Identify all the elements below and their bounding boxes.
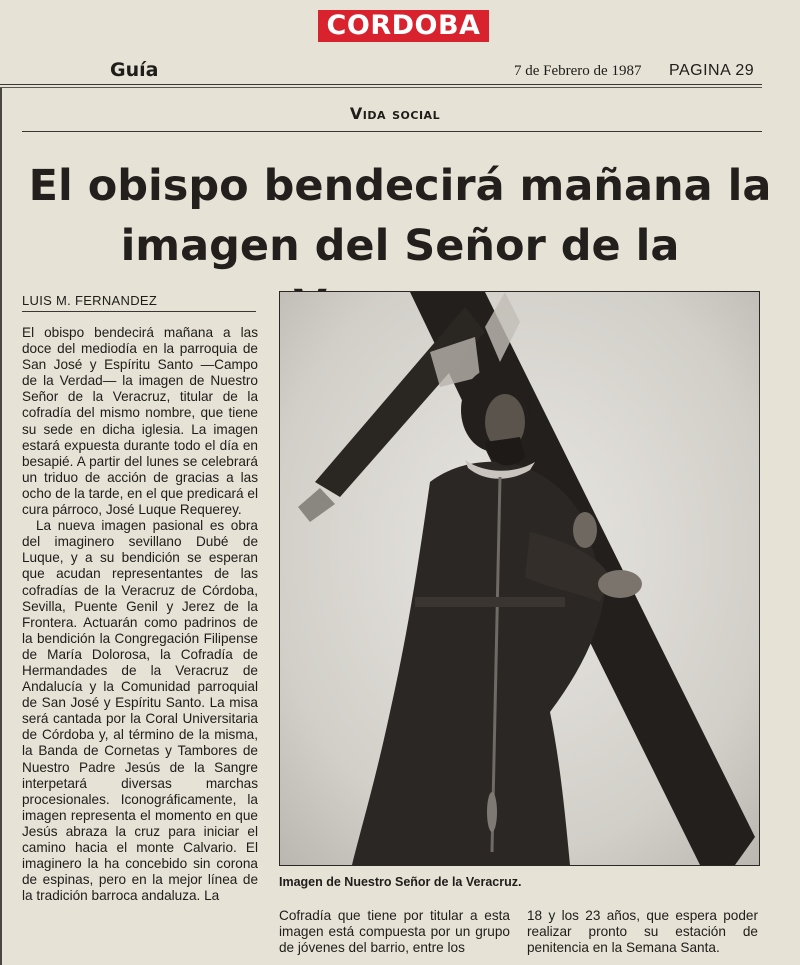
article-headline: El obispo bendecirá mañana la imagen del Señor de la xyxy=(28,161,772,271)
article-paragraph: El obispo bendecirá mañana a las doce del mediodía en la parroquia de San José y Espíritu Santo —Campo de la Verdad— la imagen de Nuestro Señor de la Veracruz, titular de la cofradía del mismo nombre, que tiene su sede en dicha iglesia. La imagen estará expuesta durante todo el día en besapié. A partir del lunes se celebrará un triduo de acción de gracias a las ocho de la tarde, en el que predicará el cura párroco, José Luque Requerey. xyxy=(22,325,258,518)
article-continuation-col3: 18 y los 23 años, que espera poder realizar pronto su estación de penitencia en la Semana Santa. xyxy=(527,908,758,956)
statue-hand-upper xyxy=(573,512,597,548)
page-number: PAGINA 29 xyxy=(669,62,755,79)
article-byline: LUIS M. FERNANDEZ xyxy=(22,293,158,308)
statue-hand-right xyxy=(598,570,642,598)
photo-caption: Imagen de Nuestro Señor de la Veracruz. xyxy=(279,875,522,889)
header-rule-secondary xyxy=(0,87,762,88)
newspaper-masthead: CORDOBA xyxy=(318,10,489,42)
header-rule xyxy=(0,84,762,85)
byline-rule xyxy=(22,311,256,312)
statue-belt xyxy=(415,597,565,607)
left-column-border xyxy=(0,88,2,965)
article-photo xyxy=(279,291,760,866)
article-body xyxy=(22,325,258,904)
article-continuation-col2: Cofradía que tiene por titular a esta imagen está compuesta por un grupo de jóvenes del barrio, entre los xyxy=(279,908,510,956)
statue-illustration xyxy=(280,292,759,865)
issue-date: 7 de Febrero de 1987 xyxy=(514,63,642,79)
article-paragraph: La nueva imagen pasional es obra del imaginero sevillano Dubé de Luque, y a su bendición se esperan que acudan representantes de las cofradías de la Veracruz de Córdoba, Sevilla, Puente Genil y Jerez de la Frontera. Actuarán como padrinos de la bendición la Congregación Filipense de María Dolorosa, la Cofradía de Hermandades de la Veracruz de Andalucía y la Comunidad parroquial de San José y Espíritu Santo. La misa será cantada por la Coral Universitaria de Córdoba y, al término de la misma, la Banda de Cornetas y Tambores de Nuestro Padre Jesús de la Sangre interpetará diversas marchas procesionales. Iconográficamente, la imagen representa el momento en que Jesús abraza la cruz para iniciar el camino hacia el monte Calvario. El imaginero la ha concebido sin corona de espinas, pero en la mejor línea de la tradición barroca andaluza. La xyxy=(22,518,258,904)
article-category: Vida social xyxy=(349,104,441,123)
category-rule xyxy=(22,131,762,132)
cord-tassel xyxy=(487,792,497,832)
section-name: Guía xyxy=(110,59,159,81)
